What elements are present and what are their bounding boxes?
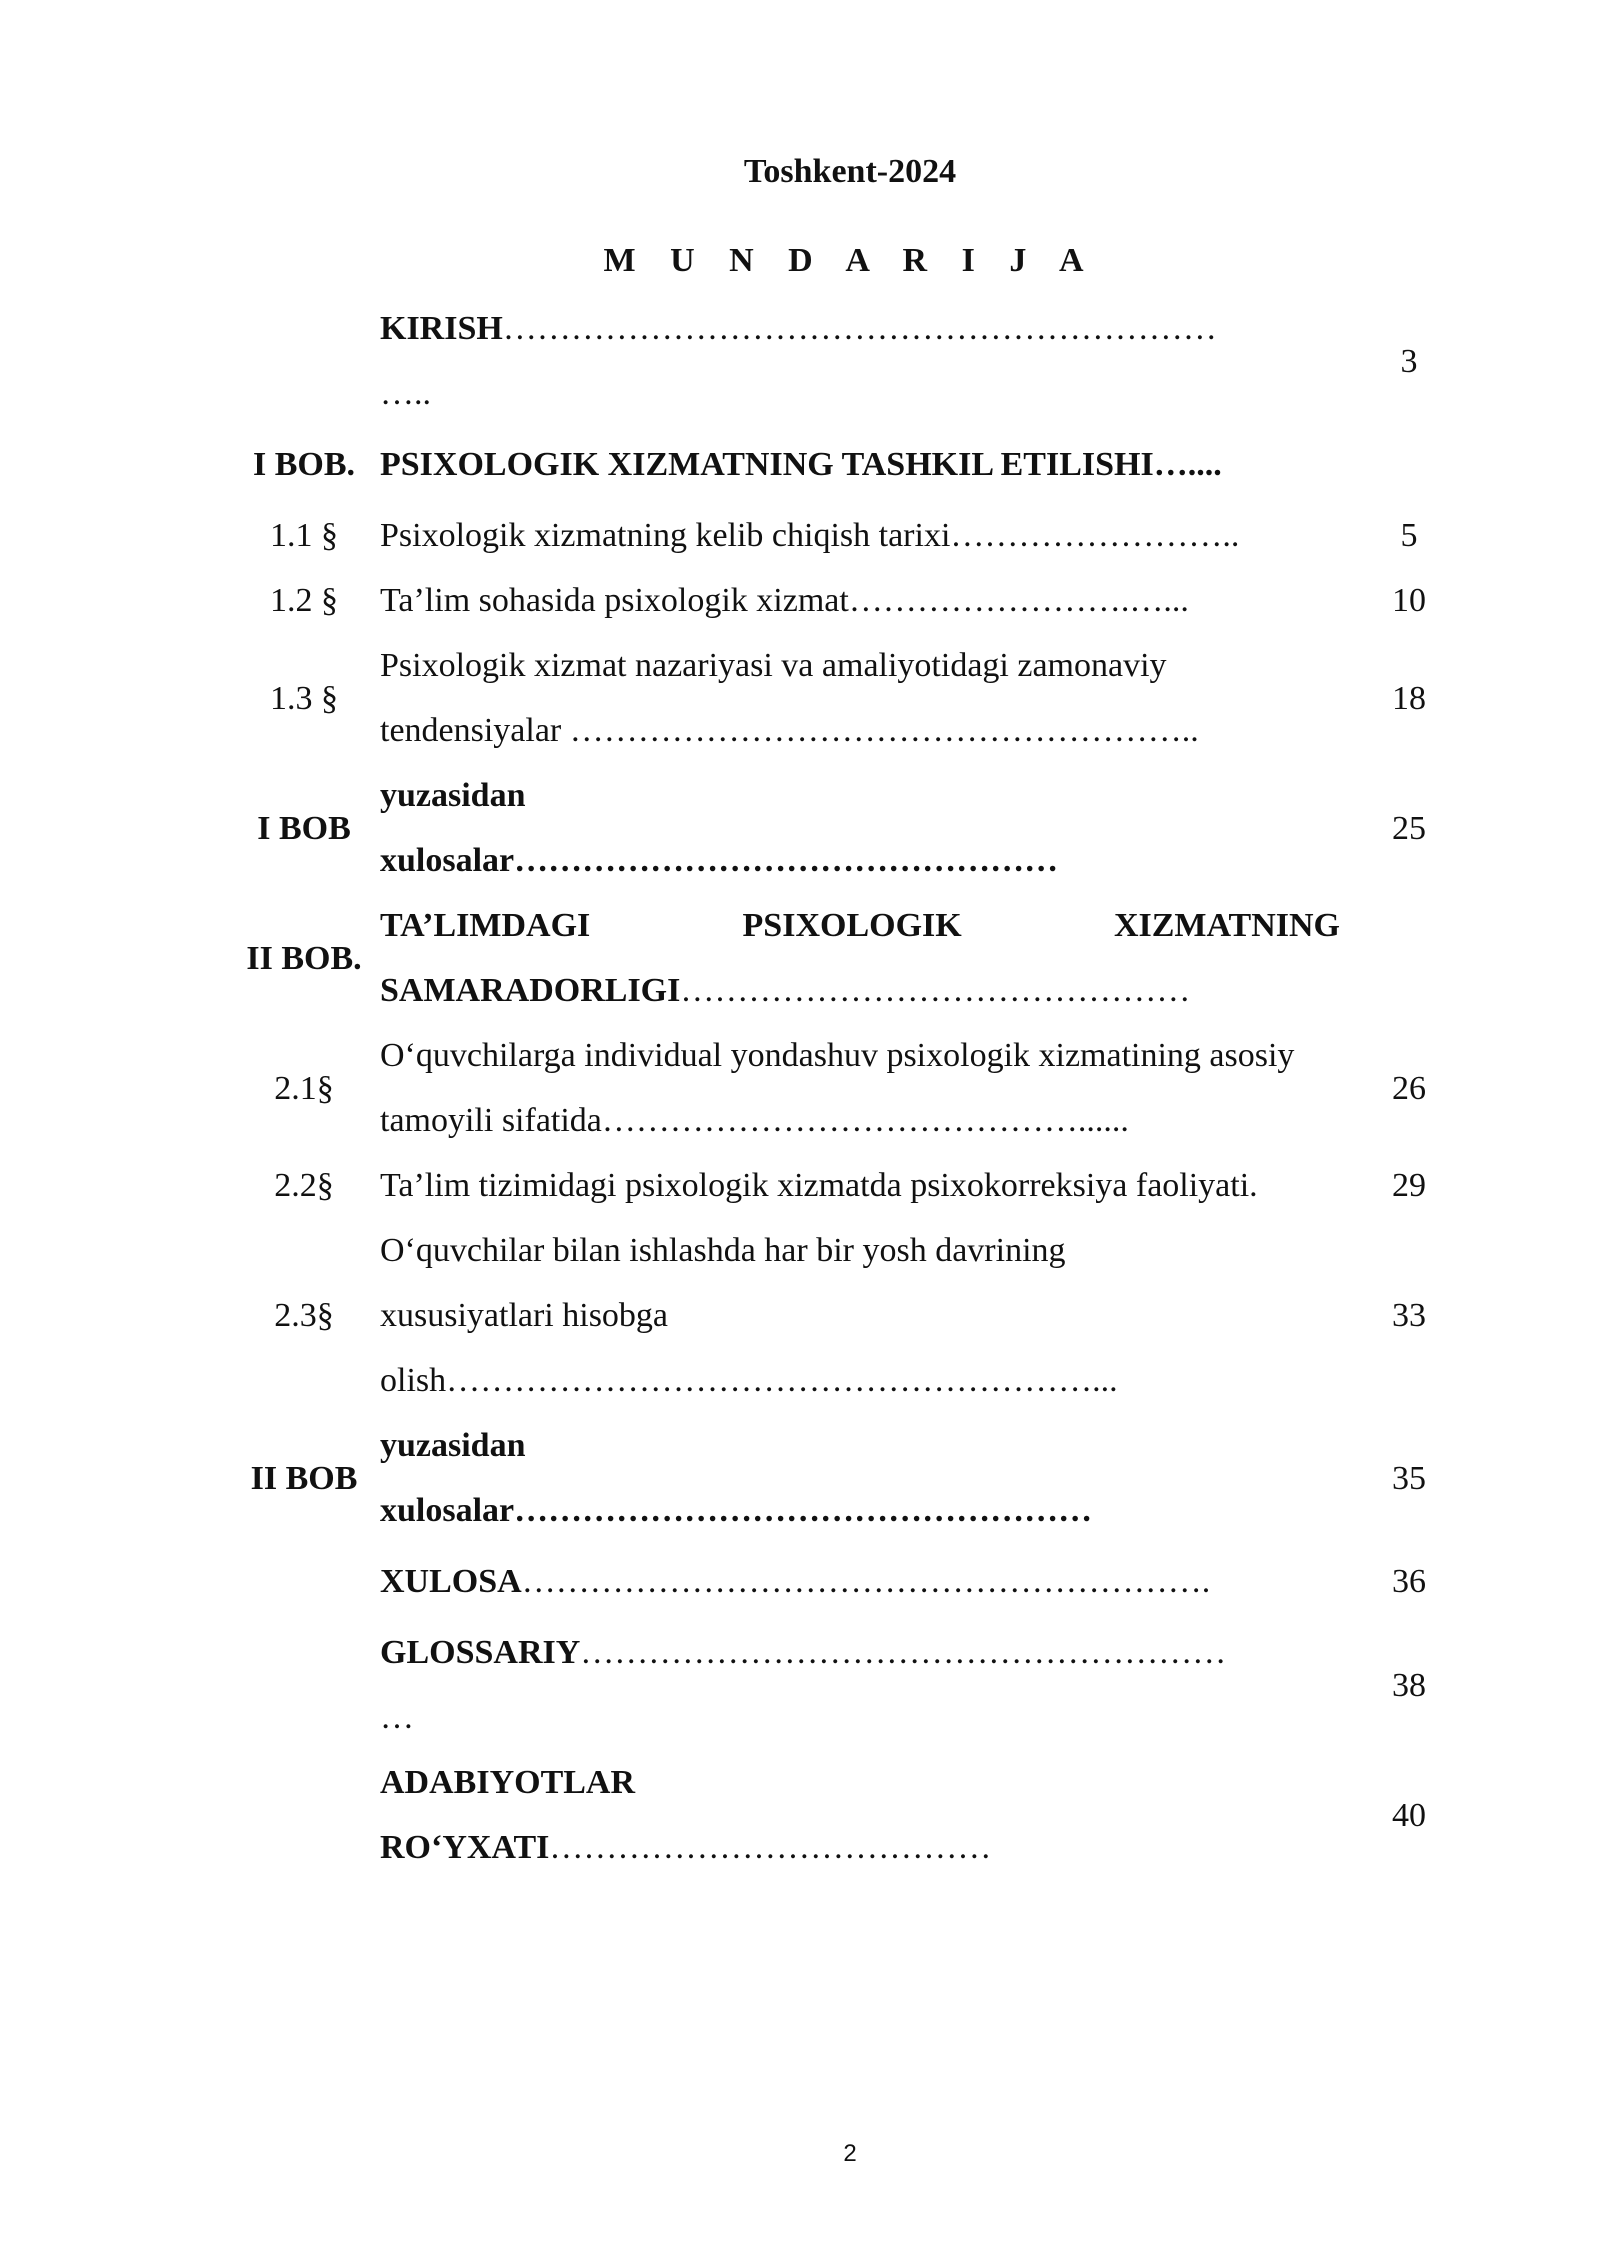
toc-page: 38 (1392, 1666, 1426, 1704)
toc-page: 10 (1392, 582, 1426, 619)
toc-text (380, 1218, 1340, 1413)
toc-page: 26 (1392, 1069, 1426, 1107)
toc-entry-2-1 (228, 1023, 1478, 1153)
toc-dots: ….. (380, 375, 431, 412)
toc-dots: ………………………………………………… (580, 1634, 1227, 1671)
toc-text (380, 1750, 1340, 1880)
toc-number: 1.1 § (270, 517, 338, 554)
toc-text-part: ADABIYOTLAR (380, 1764, 636, 1801)
toc-entry-2-3 (228, 1218, 1478, 1413)
toc-text (380, 426, 1340, 503)
toc-number (228, 1750, 380, 1880)
toc-page: 40 (1392, 1796, 1426, 1834)
toc-dots: ………………………………… (549, 1829, 992, 1866)
toc-number: I BOB. (252, 446, 356, 483)
toc-text-part: PSIXOLOGIK XIZMATNING TASHKIL ETILISHI (380, 446, 1154, 483)
toc-entry-chapter-2 (228, 893, 1478, 1023)
toc-text: Psixologik xizmatning kelib chiqish tarixi…………………….. (380, 517, 1240, 554)
toc-page: 5 (1400, 517, 1418, 554)
page-number: 2 (843, 2140, 857, 2167)
toc-text-part: XULOSA (380, 1563, 522, 1600)
toc-page: 3 (1400, 342, 1418, 380)
toc-text-part: xulosalar………………………………………… (380, 842, 1059, 879)
toc-text-part: xususiyatlari hisobga (380, 1297, 669, 1334)
toc-title: M U N D A R I J A (603, 242, 1097, 279)
toc-text (380, 1413, 1340, 1543)
toc-text: Ta’lim tizimidagi psixologik xizmatda psixokorreksiya faoliyati. (380, 1167, 1258, 1204)
toc-text (380, 893, 1340, 1023)
toc-dots: ….... (1153, 446, 1222, 483)
toc-dots: ……………………………………… (680, 972, 1191, 1009)
toc-entry-chapter-2-conclusion (228, 1413, 1478, 1543)
toc-text-part: O‘quvchilar bilan ishlashda har bir yosh davrining (380, 1232, 1066, 1269)
toc-text-part: olish…………………………………………………... (380, 1362, 1118, 1399)
toc-text (380, 296, 1340, 426)
toc-page: 25 (1392, 809, 1426, 847)
toc-number: 1.2 § (270, 582, 338, 619)
toc-number (228, 296, 380, 426)
table-of-contents (228, 296, 1478, 1880)
toc-entry-glossariy (228, 1620, 1478, 1750)
toc-number: 2.1§ (274, 1069, 334, 1107)
toc-text (380, 763, 1340, 893)
toc-text: Ta’lim sohasida psixologik xizmat…………………….…... (380, 582, 1189, 619)
toc-entry-chapter-1 (228, 426, 1478, 503)
toc-number (228, 1620, 380, 1750)
toc-text (380, 1620, 1340, 1750)
toc-text-part: yuzasidan (380, 1427, 526, 1464)
toc-text-part: yuzasidan (380, 777, 526, 814)
toc-number: II BOB. (246, 939, 362, 977)
toc-text: Psixologik xizmat nazariyasi va amaliyotidagi zamonaviy tendensiyalar ……………………………………………….. (380, 647, 1199, 749)
toc-entry-adabiyotlar (228, 1750, 1478, 1880)
toc-dots: ……………………………………………………. (521, 1563, 1211, 1600)
toc-text-part: KIRISH (380, 310, 503, 347)
toc-number: I BOB (257, 809, 351, 847)
toc-entry-1-1 (228, 503, 1478, 568)
toc-text-part: SAMARADORLIGI (380, 972, 681, 1009)
toc-page: 29 (1392, 1167, 1426, 1204)
toc-page: 35 (1392, 1459, 1426, 1497)
toc-text-part: GLOSSARIY (380, 1634, 581, 1671)
toc-entry-chapter-1-conclusion (228, 763, 1478, 893)
toc-number (228, 1543, 380, 1620)
toc-number: 2.3§ (274, 1297, 334, 1334)
toc-page (1340, 426, 1478, 503)
toc-number: II BOB (250, 1459, 358, 1497)
toc-dots: … (380, 1699, 414, 1736)
toc-text-part: xulosalar…………………………………………… (380, 1492, 1093, 1529)
city-year: Toshkent-2024 (743, 153, 957, 190)
toc-entry-xulosa (228, 1543, 1478, 1620)
toc-page: 18 (1392, 679, 1426, 717)
toc-dots: ……………………………………………………… (502, 310, 1217, 347)
toc-number: 1.3 § (270, 679, 338, 717)
toc-page (1340, 893, 1478, 1023)
toc-text: O‘quvchilarga individual yondashuv psixologik xizmatining asosiy tamoyili sifatida……………………………………...... (380, 1037, 1295, 1139)
toc-text (380, 1543, 1340, 1620)
toc-number: 2.2§ (274, 1167, 334, 1204)
toc-entry-1-3 (228, 633, 1478, 763)
toc-entry-kirish (228, 296, 1478, 426)
toc-page: 33 (1392, 1297, 1426, 1334)
toc-text-part: RO‘YXATI (380, 1829, 550, 1866)
toc-text-part: TA’LIMDAGI PSIXOLOGIK XIZMATNING (380, 907, 1340, 944)
toc-entry-2-2 (228, 1153, 1478, 1218)
toc-page: 36 (1392, 1563, 1426, 1600)
toc-entry-1-2 (228, 568, 1478, 633)
